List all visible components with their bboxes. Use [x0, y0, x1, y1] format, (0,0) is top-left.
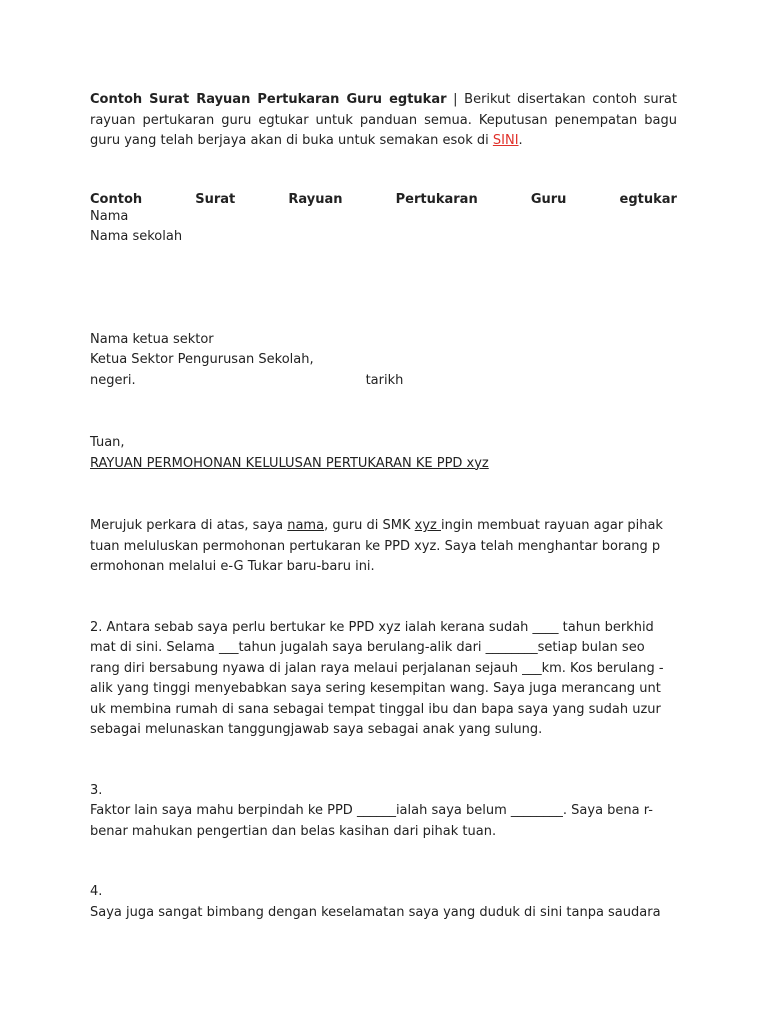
intro-end: . [518, 133, 523, 148]
heading-word: Guru [530, 191, 567, 207]
intro-paragraph [90, 90, 677, 152]
para1-text-b: , guru di SMK [324, 518, 415, 533]
salutation: Tuan, [90, 435, 125, 450]
letter-heading [90, 192, 677, 207]
para1-text-a: Merujuk perkara di atas, saya [90, 518, 288, 533]
heading-word: Contoh [90, 191, 143, 207]
date-label: tarikh [365, 372, 404, 388]
heading-word: egtukar [619, 191, 677, 207]
paragraph-4: Saya juga sangat bimbang dengan keselamatan saya yang duduk di sini tanpa saudara [90, 904, 661, 920]
recipient-title: Ketua Sektor Pengurusan Sekolah, [90, 352, 314, 367]
paragraph-2: 2. Antara sebab saya perlu bertukar ke PPD xyz ialah kerana sudah ____ tahun berkhid mat di sini. Selama ___tahun jugalah saya berulang-alik dari ________setiap bulan seo rang diri bersabung nyawa di jalan raya melaui perjalanan sejauh ___km. Kos berulang -alik yang tinggi menyebabkan saya sering kesempitan wang. Saya juga merancang unt uk membina rumah di sana sebagai tempat tinggal ibu dan bapa saya yang sudah uzur sebagai melunaskan tanggungjawab saya sebagai anak yang sulung. [90, 619, 664, 737]
state-date-row [90, 371, 677, 392]
paragraph-4-number: 4. [90, 884, 103, 899]
letter-document [90, 90, 677, 923]
placeholder-nama: nama [287, 518, 325, 533]
letter-subject: RAYUAN PERMOHONAN KELULUSAN PERTUKARAN KE PPD xyz [90, 455, 489, 471]
heading-word: Rayuan [288, 191, 343, 207]
heading-word: Surat [195, 191, 236, 207]
intro-separator: | [446, 92, 465, 107]
intro-text: Berikut disertakan contoh surat rayuan pertukaran guru egtukar untuk panduan semua. Keputusan penempatan bagu guru yang telah berjaya akan di buka untuk semakan esok di [90, 92, 677, 148]
placeholder-school: xyz [414, 518, 441, 533]
paragraph-3: Faktor lain saya mahu berpindah ke PPD ______ialah saya belum ________. Saya bena r-benar mahukan pengertian dan belas kasihan dari pihak tuan. [90, 803, 653, 839]
sender-school: Nama sekolah [90, 229, 183, 244]
sender-name: Nama [90, 208, 129, 224]
sini-link[interactable]: SINI [492, 133, 519, 148]
heading-word: Pertukaran [395, 191, 478, 207]
para1-text-c: ingin membuat rayuan agar pihak tuan meluluskan permohonan pertukaran ke PPD xyz. Saya telah menghantar borang p ermohonan melalui e-G Tukar baru-baru ini. [90, 518, 663, 574]
paragraph-3-number: 3. [90, 782, 103, 798]
paragraph-1 [90, 516, 677, 578]
recipient-state: negeri. [90, 372, 136, 388]
recipient-name: Nama ketua sektor [90, 331, 214, 347]
intro-title: Contoh Surat Rayuan Pertukaran Guru egtukar [90, 92, 447, 107]
